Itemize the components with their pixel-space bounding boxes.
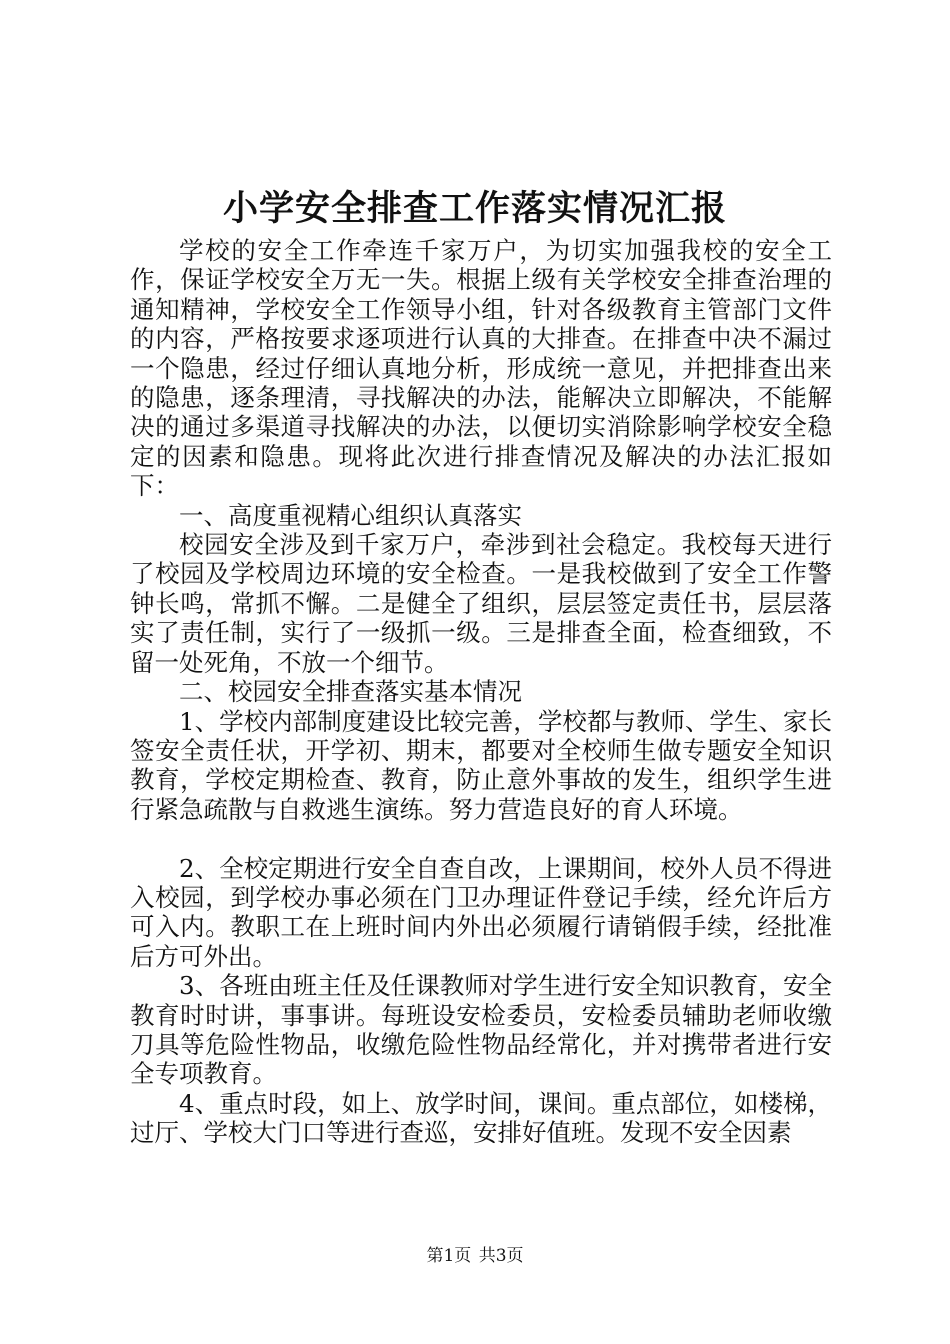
paragraph-item-1: 1、学校内部制度建设比较完善，学校都与教师、学生、家长签安全责任状，开学初、期末，都要对全校师生做专题安全知识教育，学校定期检查、教育，防止意外事故的发生，组织学生进行紧急疏散与自救逃生演练。努力营造良好的育人环境。 [130,706,832,824]
document-title: 小学安全排查工作落实情况汇报 [222,188,727,229]
paragraph-item-3: 3、各班由班主任及任课教师对学生进行安全知识教育，安全教育时时讲，事事讲。每班设安检委员，安检委员辅助老师收缴刀具等危险性物品，收缴危险性物品经常化，并对携带者进行安全专项教育。 [130,971,832,1089]
section-heading-1: 一、高度重视精心组织认真落实 [179,500,522,530]
paragraph-item-4: 4、重点时段，如上、放学时间，课间。重点部位，如楼梯，过厅、学校大门口等进行查巡，安排好值班。发现不安全因素 [130,1088,832,1148]
document-body [130,236,832,1148]
page-total: 共3页 [478,1246,524,1266]
paragraph-section-1: 校园安全涉及到千家万户，牵涉到社会稳定。我校每天进行了校园及学校周边环境的安全检查。一是我校做到了安全工作警钟长鸣，常抓不懈。二是健全了组织，层层签定责任书，层层落实了责任制，实行了一级抓一级。三是排查全面，检查细致，不留一处死角，不放一个细节。 [130,530,832,677]
paragraph-item-2: 2、全校定期进行安全自查自改，上课期间，校外人员不得进入校园，到学校办事必须在门卫办理证件登记手续，经允许后方可入内。教职工在上班时间内外出必须履行请销假手续，经批准后方可外出。 [130,853,832,971]
paragraph-intro: 学校的安全工作牵连千家万户，为切实加强我校的安全工作，保证学校安全万无一失。根据上级有关学校安全排查治理的通知精神，学校安全工作领导小组，针对各级教育主管部门文件的内容，严格按要求逐项进行认真的大排查。在排查中决不漏过一个隐患，经过仔细认真地分析，形成统一意见，并把排查出来的隐患，逐条理清，寻找解决的办法，能解决立即解决，不能解决的通过多渠道寻找解决的办法，以便切实消除影响学校安全稳定的因素和隐患。现将此次进行排查情况及解决的办法汇报如下： [130,236,832,501]
page-footer [0,1245,950,1267]
section-heading-2: 二、校园安全排查落实基本情况 [179,677,522,707]
page-number: 第1页 [426,1246,472,1266]
